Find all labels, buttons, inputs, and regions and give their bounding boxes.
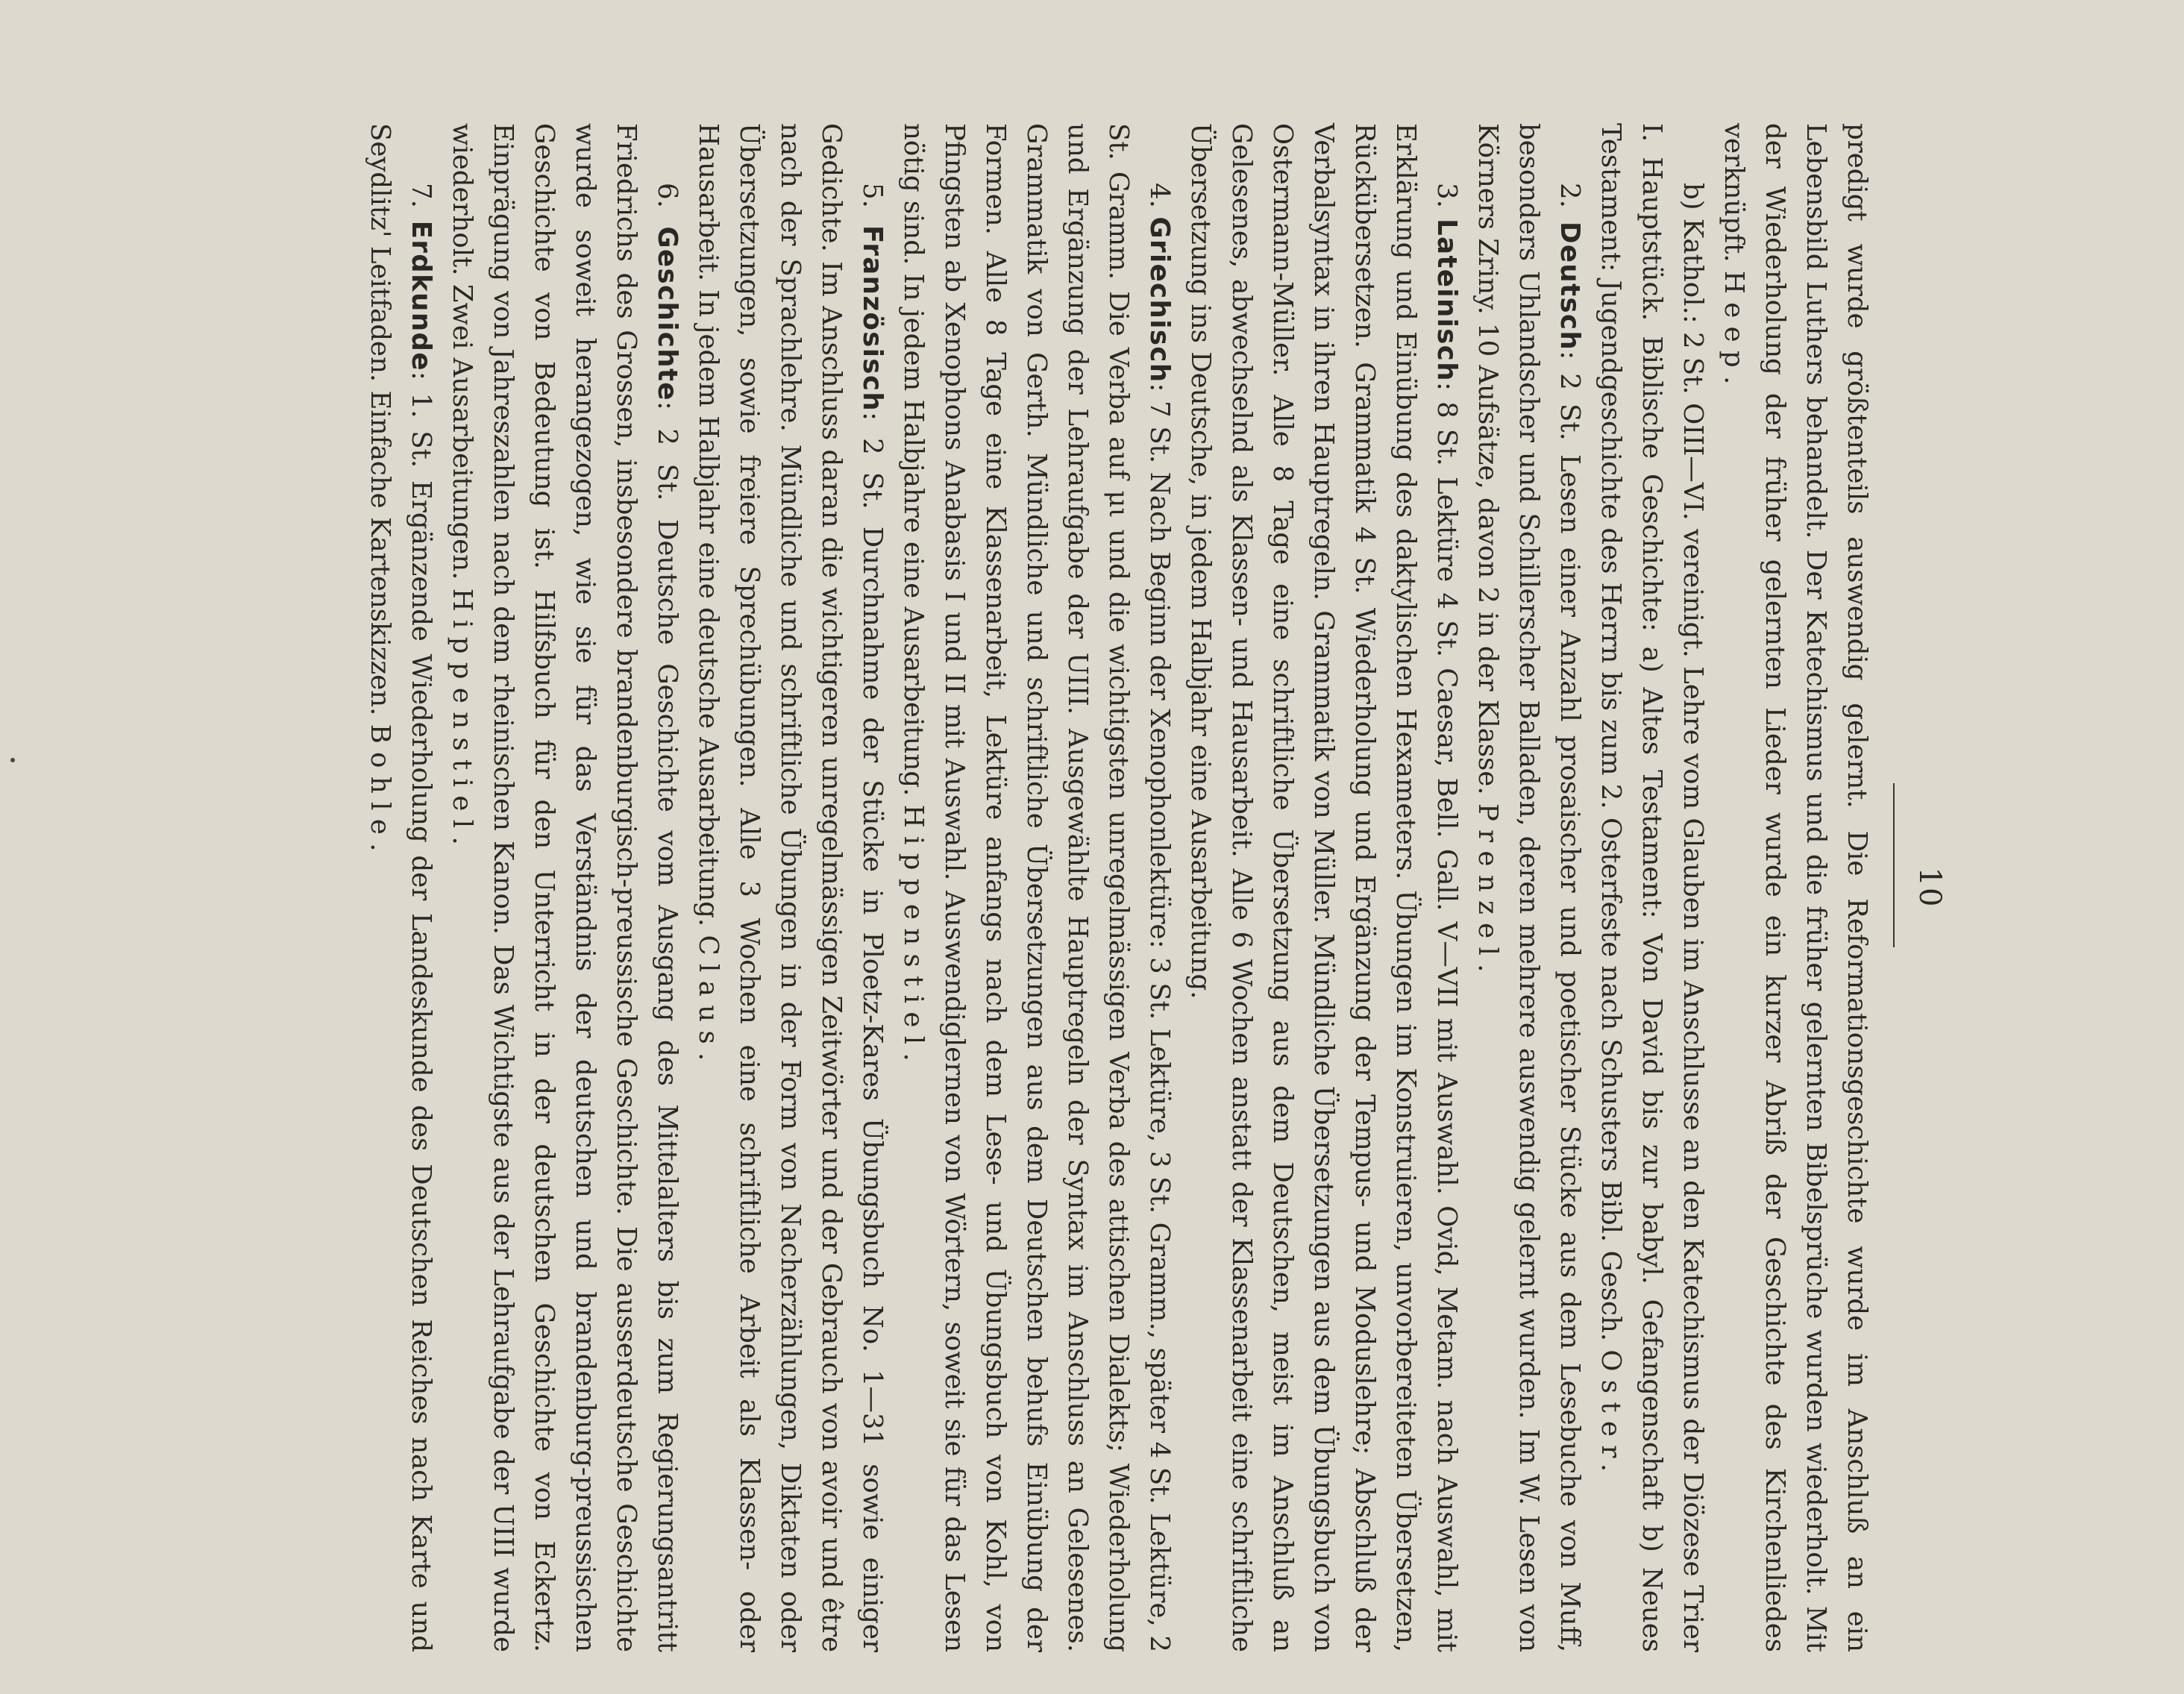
teacher-name: Oster.	[1595, 1349, 1626, 1481]
scan-speck	[10, 758, 15, 762]
teacher-name: Hippenstiel.	[447, 588, 477, 854]
text-run: 5.	[857, 183, 888, 225]
subject-heading: Französisch	[857, 225, 888, 412]
paragraph-griechisch	[893, 123, 1180, 1652]
subject-heading: Lateinisch	[1431, 219, 1462, 382]
rotated-page-content	[149, 123, 1947, 1653]
body-text	[360, 123, 1877, 1652]
teacher-name: Bohle.	[365, 724, 395, 860]
text-run: 7.	[406, 183, 436, 221]
text-run: b) Kathol.: 2 St. OIII—VI. vereinigt. Lehre vom Glauben im Anschlusse an den Katechismus der Diözese Trier I. Hauptstück. Biblische Geschichte: a) Altes Testament: Von David bis zur babyl. Gefangenschaft b) Neues Testament: Jugendgeschichte des Herrn bis zum 2. Osterfeste nach Schusters Bibl. Gesch.	[1595, 123, 1708, 1652]
teacher-name: Heep.	[1719, 270, 1749, 393]
paragraph-erdkunde	[360, 123, 442, 1652]
text-run: : 2 St. Lesen einer Anzahl prosaischer und poetischer Stücke aus dem Lesebuche von Muff, besonders Uhlandscher und Schillerscher Balladen, deren mehrere auswendig gelernt wurden. Im W. Lesen von Körners Zriny. 10 Aufsätze, davon 2 in der Klasse.	[1472, 123, 1585, 1653]
paragraph-geschichte	[442, 123, 688, 1652]
text-run: : 7 St. Nach Beginn der Xenophonlektüre: 3 St. Lektüre, 3 St. Gramm., später 4 St. Lektüre, 2 St. Gramm. Die Verba auf μι und die wichtigsten unregelmässigen Verba des attischen Dialekts; Wiederholung und Ergänzung der Lehraufgabe der UIII. Ausgewählte Hauptregeln der Syntax im Anschluss an Gelesenes. Grammatik von Gerth. Mündliche und schriftliche Übersetzungen aus dem Deutschen behufs Einübung der Formen. Alle 8 Tage eine Klassenarbeit, Lektüre anfangs nach dem Lese- und Übungsbuch von Kohl, von Pfingsten ab Xenophons Anabasis I und II mit Auswahl. Auswendiglernen von Wörtern, soweit sie für das Lesen nötig sind. In jedem Halbjahre eine Ausarbeitung.	[898, 123, 1175, 1652]
teacher-name: Hippenstiel.	[898, 804, 929, 1070]
paragraph-franzoesisch	[688, 123, 893, 1652]
text-run: 6.	[652, 183, 682, 227]
text-run: : 8 St. Lektüre 4 St. Caesar, Bell. Gall. V—VII mit Auswahl. Ovid, Metam. nach Auswahl, mit Erklärung und Einübung des daktylischen Hexameters. Übungen im Konstruieren, unvorbereiteten Übersetzen, Rückübersetzen. Grammatik 4 St. Wiederholung und Ergänzung der Tempus- und Moduslehre; Abschluß der Verbalsyntax in ihren Hauptregeln. Grammatik von Müller. Mündliche Übersetzungen aus dem Übungsbuch von Ostermann-Müller. Alle 8 Tage eine schriftliche Übersetzung aus dem Deutschen, meist im Anschluß an Gelesenes, abwechselnd als Klassen- und Hausarbeit. Alle 6 Wochen anstatt der Klassenarbeit eine schriftliche Übersetzung ins Deutsche, in jedem Halbjahr eine Ausarbeitung.	[1185, 123, 1462, 1652]
text-run: : 2 St. Deutsche Geschichte vom Ausgang des Mittelalters bis zum Regierungsantritt Friedrichs des Grossen, insbesondere brandenburgisch-preussische Geschichte. Die ausserdeutsche Geschichte wurde soweit herangezogen, wie sie für das Verständnis der deutschen und brandenburg-preussischen Geschichte von Bedeutung ist. Hilfsbuch für den Unterricht in der deutschen Geschichte von Eckertz. Einprägung von Jahreszahlen nach dem rheinischen Kanon. Das Wichtigste aus der Lehraufgabe der UIII wurde wiederholt. Zwei Ausarbeitungen.	[447, 123, 682, 1652]
subject-heading: Deutsch	[1554, 222, 1585, 351]
subject-heading: Geschichte	[652, 226, 682, 401]
subject-heading: Erdkunde	[406, 220, 436, 371]
teacher-name: Prenzel.	[1472, 803, 1503, 981]
text-run: 4.	[1144, 183, 1175, 217]
page-number-rule	[1893, 783, 1895, 947]
text-run: : 1. St. Ergänzende Wiederholung der Landeskunde des Deutschen Reiches nach Karte und Seydlitz' Leitfaden. Einfache Kartenskizzen.	[365, 123, 436, 1653]
teacher-name: Claus.	[693, 935, 724, 1070]
text-run: 2.	[1554, 183, 1585, 222]
paragraph-lateinisch	[1180, 123, 1467, 1652]
page-number: 10	[1912, 867, 1947, 909]
paragraph-religion-katholisch	[1590, 123, 1713, 1652]
paragraph-deutsch	[1467, 123, 1590, 1652]
subject-heading: Griechisch	[1144, 216, 1175, 383]
paragraph-religion-evangelisch-end	[1713, 123, 1877, 1652]
text-run: 3.	[1431, 183, 1462, 219]
text-run: predigt wurde größtenteils auswendig gelernt. Die Reformationsgeschichte wurde im Anschluß an ein Lebensbild Luthers behandelt. Der Katechismus und die früher gelernten Bibelsprüche wurden wiederholt. Mit der Wiederholung der früher gelernten Lieder wurde ein kurzer Abriß der Geschichte des Kirchenliedes verknüpft.	[1719, 123, 1872, 1652]
text-run: : 2 St. Durchnahme der Stücke in Ploetz-Kares Übungsbuch No. 1—31 sowie einiger Gedichte. Im Anschluss daran die wichtigeren unregelmässigen Zeitwörter und der Gebrauch von avoir und être nach der Sprachlehre. Mündliche und schriftliche Übungen in der Form von Nacherzählungen, Diktaten oder Übersetzungen, sowie freiere Sprechübungen. Alle 3 Wochen eine schriftliche Arbeit als Klassen- oder Hausarbeit. In jedem Halbjahr eine deutsche Ausarbeitung.	[693, 123, 888, 1653]
